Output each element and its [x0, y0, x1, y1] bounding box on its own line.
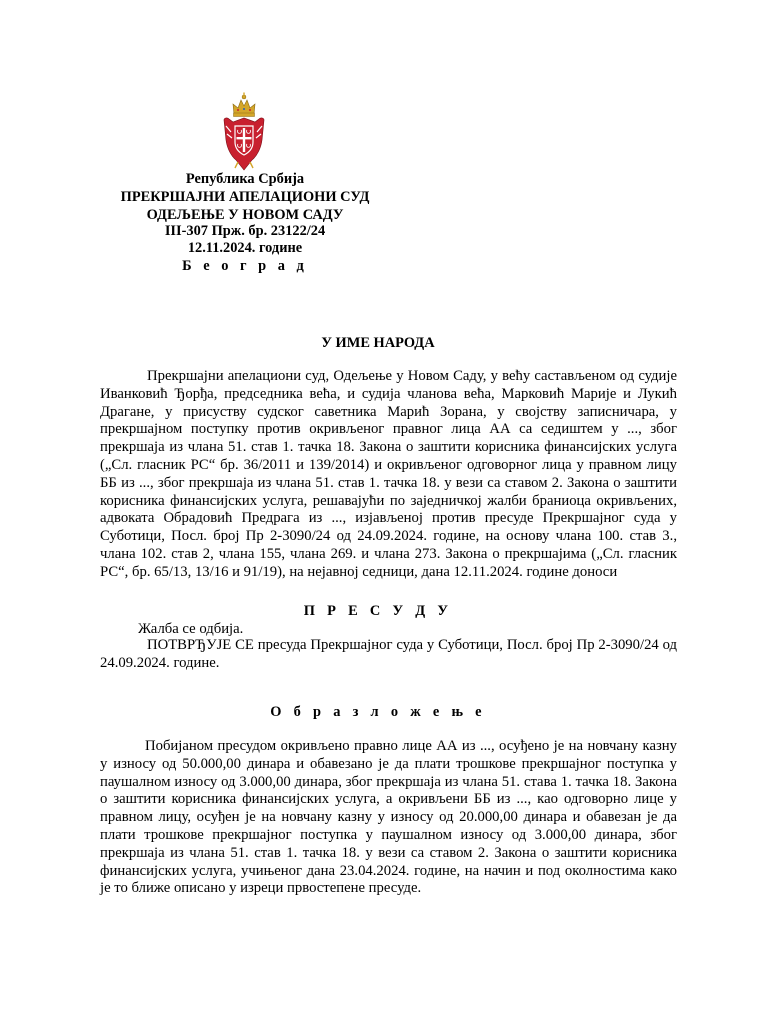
serbian-coat-of-arms-icon: [221, 92, 267, 172]
appeal-line: Жалба се одбија.: [138, 621, 244, 637]
verdict-heading: П Р Е С У Д У: [303, 603, 453, 619]
header-country: Република Србија: [185, 171, 305, 187]
header-date: 12.11.2024. године: [187, 240, 303, 256]
header-case-number: III-307 Прж. бр. 23122/24: [164, 223, 326, 239]
confirm-paragraph: ПОТВРЂУЈЕ СЕ пресуда Прекршајног суда у Суботици, Посл. број Пр 2-3090/24 од 24.09.2024. године.: [100, 637, 677, 671]
reasoning-paragraph: Побијаном пресудом окривљено правно лице АА из ..., осуђено је на новчану казну у износу од 50.000,00 динара и обавезано је да плати трошкове прекршајног поступка у паушалном износу од 3.000,00 динара, због прекршаја из члана 51. става 1. тачка 18. Закона о заштити корисника финансијских услуга, а окривљени ББ из ..., као одговорно лице у правном лицу, осуђен је на новчану казну у износу од 20.000,00 динара и обавезан је да плати трошкове прекршајног поступка у паушалном износу од 3.000,00 динара, због прекршаја из члана 51. став 1. тачка 18. у вези са ставом 2. Закона о заштити корисника финансијских услуга, учињеног дана 23.04.2024. године, на начин и под околностима како је то ближе описано у изреци првостепене пресуде.: [100, 738, 677, 897]
header-department: ОДЕЉЕЊЕ У НОВОМ САДУ: [146, 207, 344, 223]
header-city: Б е о г р а д: [182, 258, 308, 274]
reasoning-heading: О б р а з л о ж е њ е: [270, 704, 486, 720]
cross-shield-icon: [235, 126, 253, 155]
intro-paragraph: Прекршајни апелациони суд, Одељење у Новом Саду, у већу састављеном од судије Иванковић Ђорђа, председника већа, и судија чланова већа, Марковић Марије и Лукић Драгане, у присуству судског саветника Марић Зорана, у својству записничара, у прекршајном поступку против окривљеног правног лица АА са седиштем у ..., због прекршаја из члана 51. став 1. тачка 18. Закона о заштити корисника финансијских услуга („Сл. гласник РС“ бр. 36/2011 и 139/2014) и окривљеног одговорног лица у правном лицу ББ из ..., због прекршаја из члана 51. став 1. тачка 18. у вези са ставом 2. Закона о заштити корисника финансијских услуга, решавајући по заједничкој жалби браниоца окривљених, адвоката Обрадовић Предрага из ..., изјављеној против пресуде Прекршајног суда у Суботици, Посл. број Пр 2-3090/24 од 24.09.2024. године, на основу члана 100. став 3., члана 102. став 2, члана 155, члана 269. и члана 273. Закона о прекршајима („Сл. гласник РС“, бр. 65/13, 13/16 и 91/19), на нејавној седници, дана 12.11.2024. године доноси: [100, 368, 677, 580]
crown-icon: [233, 93, 255, 117]
header-court: ПРЕКРШАЈНИ АПЕЛАЦИОНИ СУД: [120, 189, 370, 205]
document-title: У ИМЕ НАРОДА: [321, 335, 435, 351]
